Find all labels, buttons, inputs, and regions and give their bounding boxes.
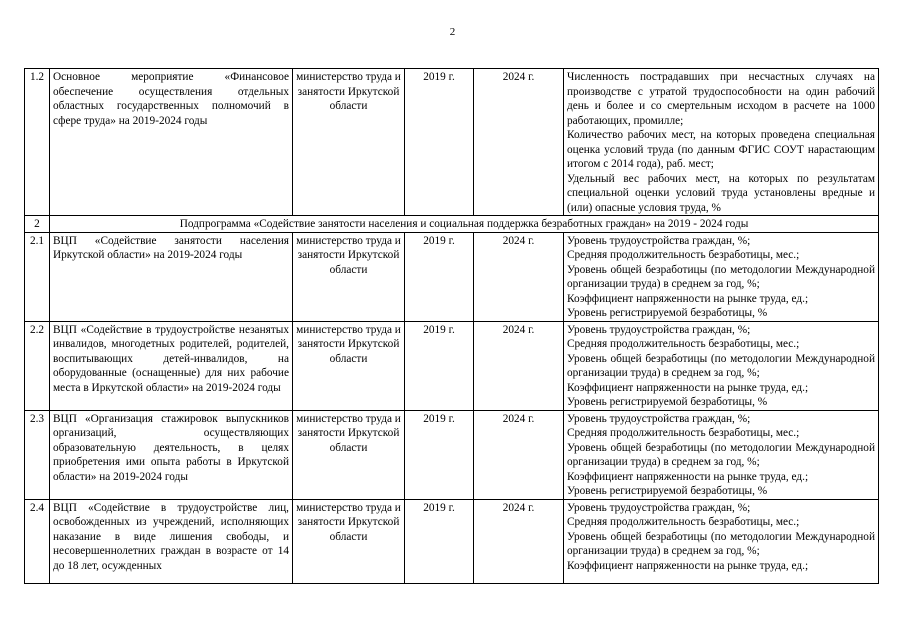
indicator-item: Удельный вес рабочих мест, на которых по результатам специальной оценки условий труда установлены вредные и (или) опасные условия труда, % <box>567 172 875 214</box>
row-number: 2.2 <box>25 321 50 410</box>
end-year: 2024 г. <box>474 499 564 583</box>
start-year: 2019 г. <box>405 499 474 583</box>
page-number: 2 <box>449 26 456 38</box>
table-row <box>25 321 879 410</box>
indicators-cell <box>564 499 879 583</box>
end-year: 2024 г. <box>474 321 564 410</box>
subprogram-row <box>25 216 879 233</box>
program-table <box>24 68 879 584</box>
indicator-item: Коэффициент напряженности на рынке труда, ед.; <box>567 292 809 305</box>
indicator-item: Коэффициент напряженности на рынке труда, ед.; <box>567 381 809 394</box>
indicators-cell <box>564 321 879 410</box>
indicator-item: Средняя продолжительность безработицы, мес.; <box>567 249 800 261</box>
row-number: 2 <box>25 216 50 233</box>
indicator-item: Уровень общей безработицы (по методологии Международной организации труда) в среднем за год, %; <box>567 441 875 468</box>
indicator-item: Средняя продолжительность безработицы, мес.; <box>567 427 800 439</box>
responsible-org: министерство труда и занятости Иркутской области <box>293 232 405 321</box>
indicator-item: Численность пострадавших при несчастных случаях на производстве с утратой трудоспособности на один рабочий день и более и со смертельным исходом в расчете на 1000 работающих, промилле; <box>567 71 875 127</box>
indicator-item: Коэффициент напряженности на рынке труда, ед.; <box>567 470 809 483</box>
indicator-item: Уровень регистрируемой безработицы, % <box>567 307 768 319</box>
indicator-item: Уровень регистрируемой безработицы, % <box>567 396 768 408</box>
responsible-org: министерство труда и занятости Иркутской области <box>293 410 405 499</box>
indicators-cell <box>564 232 879 321</box>
measure-name: ВЦП «Содействие в трудоустройстве незанятых инвалидов, многодетных родителей, родителей, воспитывающих детей-инвалидов, на оборудованные (оснащенные) для них рабочие места в Иркутской области» на 2019-2024 годы <box>50 321 293 410</box>
row-number: 1.2 <box>25 69 50 216</box>
measure-name: ВЦП «Содействие занятости населения Иркутской области» на 2019-2024 годы <box>50 232 293 321</box>
indicator-item: Уровень трудоустройства граждан, %; <box>567 234 751 247</box>
indicators-cell <box>564 410 879 499</box>
start-year: 2019 г. <box>405 232 474 321</box>
indicator-item: Уровень трудоустройства граждан, %; <box>567 501 751 514</box>
indicator-item: Уровень общей безработицы (по методологии Международной организации труда) в среднем за год, %; <box>567 530 875 557</box>
responsible-org: министерство труда и занятости Иркутской области <box>293 499 405 583</box>
table-row <box>25 499 879 583</box>
start-year: 2019 г. <box>405 69 474 216</box>
table-row <box>25 69 879 216</box>
start-year: 2019 г. <box>405 321 474 410</box>
responsible-org: министерство труда и занятости Иркутской области <box>293 321 405 410</box>
indicator-item: Количество рабочих мест, на которых проведена специальная оценка условий труда (по данным ФГИС СОУТ нарастающим итогом с 2014 года), раб. мест; <box>567 129 875 170</box>
indicator-item: Уровень трудоустройства граждан, %; <box>567 412 751 425</box>
start-year: 2019 г. <box>405 410 474 499</box>
indicator-item: Уровень трудоустройства граждан, %; <box>567 323 751 336</box>
measure-name: ВЦП «Организация стажировок выпускников организаций, осуществляющих образовательную деятельность, в целях приобретения ими опыта работы в Иркутской области» на 2019-2024 годы <box>50 410 293 499</box>
subprogram-title: Подпрограмма «Содействие занятости населения и социальная поддержка безработных граждан» на 2019 - 2024 годы <box>50 216 879 233</box>
table-row <box>25 410 879 499</box>
indicators-cell <box>564 69 879 216</box>
indicator-item: Коэффициент напряженности на рынке труда, ед.; <box>567 559 809 572</box>
row-number: 2.1 <box>25 232 50 321</box>
measure-name: Основное мероприятие «Финансовое обеспечение осуществления отдельных областных государственных полномочий в сфере труда» на 2019-2024 годы <box>50 69 293 216</box>
row-number: 2.3 <box>25 410 50 499</box>
responsible-org: министерство труда и занятости Иркутской области <box>293 69 405 216</box>
indicator-item: Уровень регистрируемой безработицы, % <box>567 485 768 497</box>
indicator-item: Средняя продолжительность безработицы, мес.; <box>567 516 800 528</box>
end-year: 2024 г. <box>474 410 564 499</box>
indicator-item: Средняя продолжительность безработицы, мес.; <box>567 338 800 350</box>
indicator-item: Уровень общей безработицы (по методологии Международной организации труда) в среднем за год, %; <box>567 352 875 379</box>
end-year: 2024 г. <box>474 232 564 321</box>
indicator-item: Уровень общей безработицы (по методологии Международной организации труда) в среднем за год, %; <box>567 263 875 290</box>
row-number: 2.4 <box>25 499 50 583</box>
table-row <box>25 232 879 321</box>
measure-name <box>50 499 293 583</box>
end-year: 2024 г. <box>474 69 564 216</box>
measure-name-text: ВЦП «Содействие в трудоустройстве лиц, освобожденных из учреждений, исполняющих наказание в виде лишения свободы, и несовершеннолетних граждан в возрасте от 14 до 18 лет, осужденных <box>53 501 289 572</box>
indicators-list <box>567 501 875 583</box>
